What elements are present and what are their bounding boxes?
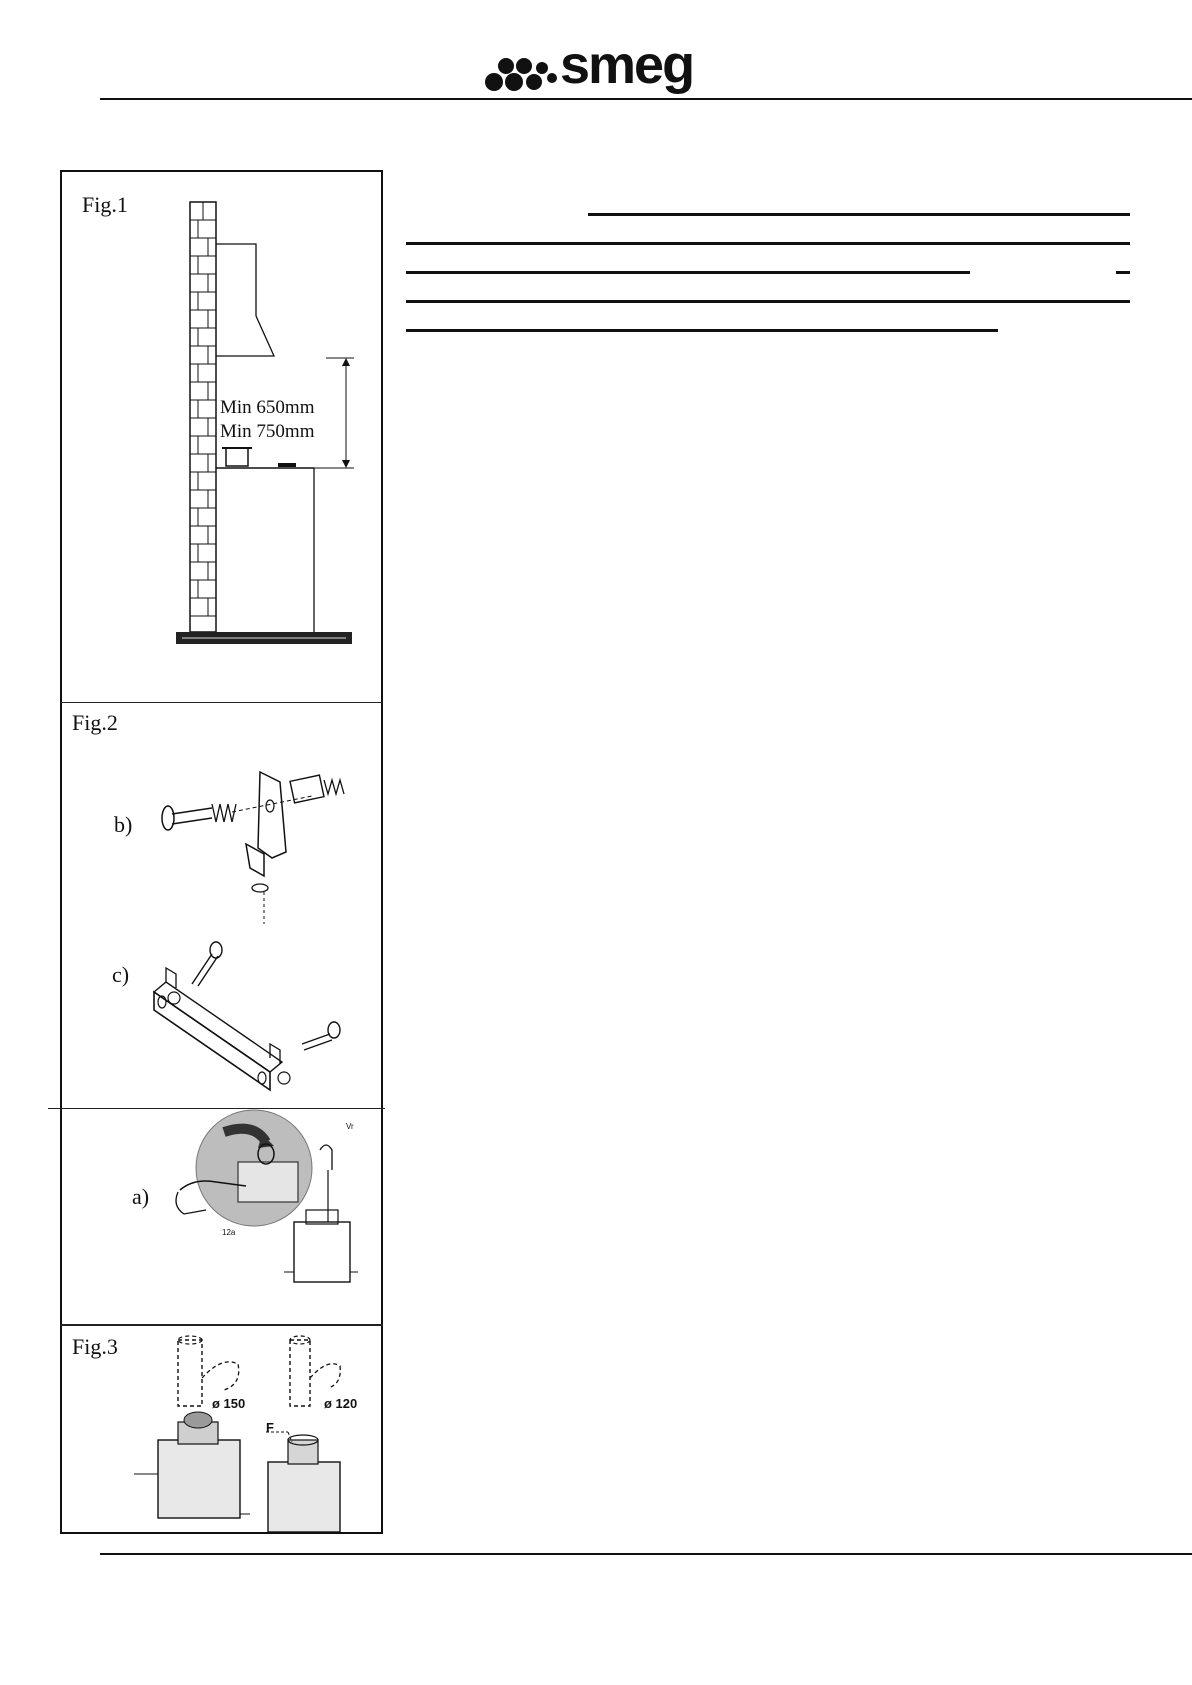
brand-wordmark: smeg [560,35,694,95]
fig2b-bracket-illustration [62,732,385,932]
fig1-label: Fig.1 [82,192,128,217]
fig2-fig2a-separator [48,1108,385,1109]
fig2a-mounting-illustration [62,1112,385,1312]
text-underline-3b [1116,271,1130,274]
fig2-part-b: b) [114,812,133,837]
text-underline-5 [406,329,998,332]
text-underline-2 [406,242,1130,245]
fig3-label: Fig.3 [72,1334,118,1359]
text-underline-4 [406,300,1130,303]
fig1-min-650: Min 650mm [220,397,315,418]
fig2a-callout-12a: 12a [222,1228,236,1237]
fig3-duct-illustration [62,1328,385,1538]
fig1-min-750: Min 750mm [220,421,315,442]
fig3-diameter-150: ø 150 [212,1396,246,1411]
fig3-diameter-120: ø 120 [324,1396,358,1411]
fig2-part-c: c) [112,962,130,987]
text-underline-3 [406,271,970,274]
fig3-callout-f: F [266,1420,274,1435]
fig2-fig3-separator [60,1324,383,1326]
footer-rule [100,1553,1192,1555]
fig2a-callout-vr: Vr [346,1122,354,1131]
fig1-fig2-separator [60,702,383,703]
header-rule [100,98,1192,100]
fig2-part-a: a) [132,1184,150,1209]
text-underline-1 [588,213,1130,216]
fig2c-rail-illustration [62,932,385,1132]
fig2-label: Fig.2 [72,710,118,735]
figure-panel [60,170,383,1534]
smeg-logo [484,35,696,96]
